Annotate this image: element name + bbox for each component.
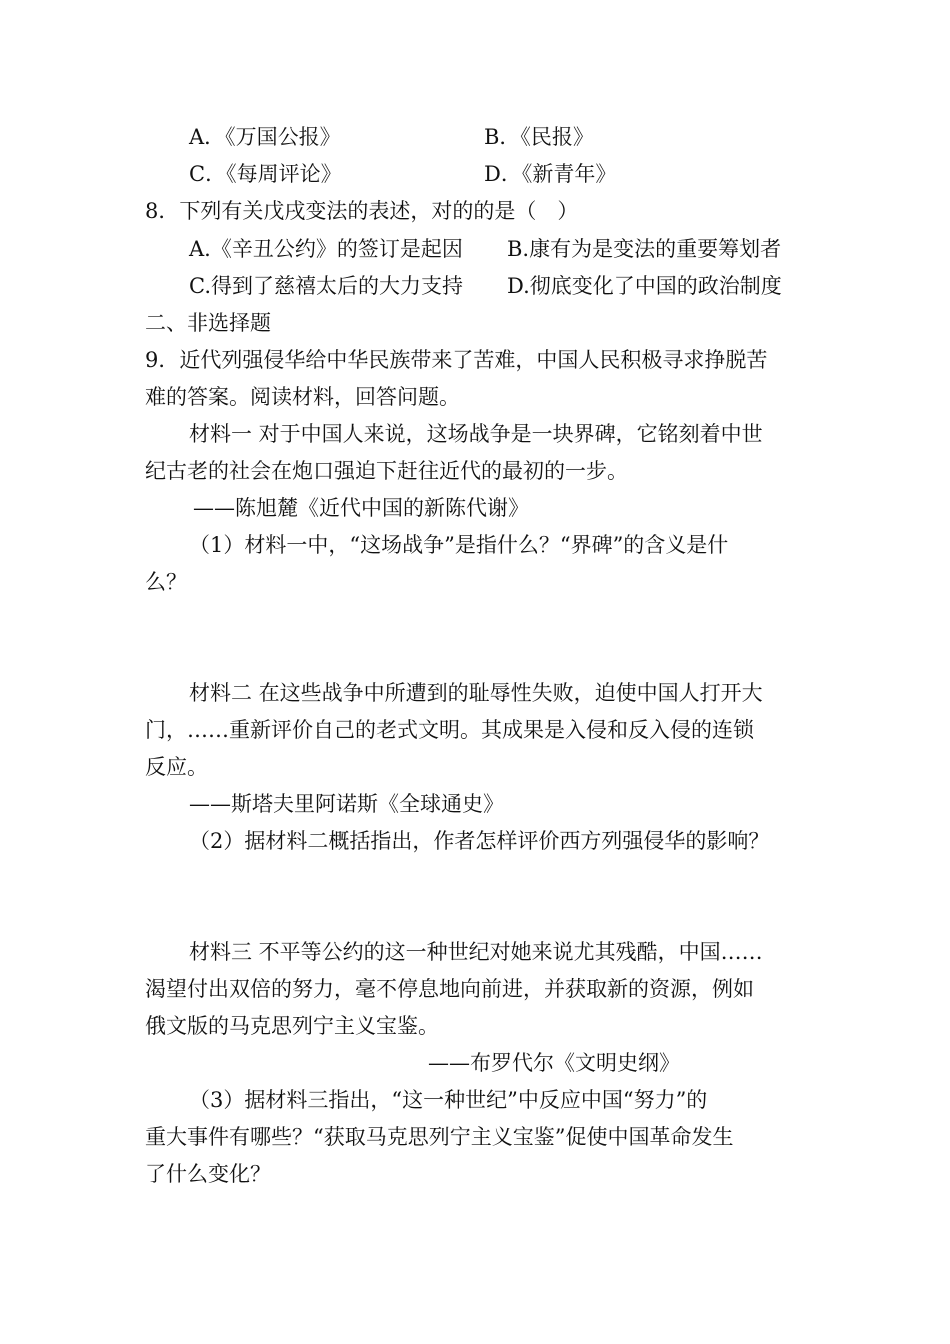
q7-option-d: D．《新青年》 <box>484 162 617 186</box>
material-1-line-1: 材料一 对于中国人来说，这场战争是一块界碑，它铭刻着中世 <box>189 422 763 446</box>
material-3-line-3: 俄文版的马克思列宁主义宝鉴。 <box>145 1014 439 1038</box>
question-1-line-2: 么？ <box>145 570 187 594</box>
material-1-line-2: 纪古老的社会在炮口强迫下赶往近代的最初的一步。 <box>145 459 628 483</box>
q9-stem-line-2: 难的答案。阅读材料，回答问题。 <box>145 385 460 409</box>
material-2-source: ——斯塔夫里阿诺斯《全球通史》 <box>189 792 504 816</box>
material-2-line-2: 门，……重新评价自己的老式文明。其成果是入侵和反入侵的连锁 <box>145 718 754 742</box>
q7-options-row-1 <box>0 122 950 152</box>
material-1-source: ——陈旭麓《近代中国的新陈代谢》 <box>193 496 529 520</box>
q8-option-c: C.得到了慈禧太后的大力支持 <box>189 274 463 298</box>
material-2-line-1: 材料二 在这些战争中所遭到的耻辱性失败，迫使中国人打开大 <box>189 681 763 705</box>
q8-stem: 8．下列有关戊戌变法的表述，对的的是（ ） <box>145 199 579 223</box>
q8-option-b: B.康有为是变法的重要筹划者 <box>507 237 782 261</box>
q8-option-a: A.《辛丑公约》的签订是起因 <box>189 237 463 261</box>
material-2-line-3: 反应。 <box>145 755 208 779</box>
q7-option-c: C．《每周评论》 <box>189 162 342 186</box>
question-3-line-3: 了什么变化？ <box>145 1162 271 1186</box>
question-2: （2）据材料二概括指出，作者怎样评价西方列强侵华的影响？ <box>189 829 770 853</box>
q8-options-row-1 <box>0 234 950 264</box>
question-3-line-2: 重大事件有哪些？“获取马克思列宁主义宝鉴”促使中国革命发生 <box>145 1125 734 1149</box>
material-3-line-1: 材料三 不平等公约的这一种世纪对她来说尤其残酷，中国…… <box>189 940 763 964</box>
section-title: 二、非选择题 <box>145 311 271 335</box>
question-1-line-1: （1）材料一中，“这场战争”是指什么？“界碑”的含义是什 <box>189 533 729 557</box>
q7-option-b: B．《民报》 <box>484 125 594 149</box>
q9-stem-line-1: 9．近代列强侵华给中华民族带来了苦难，中国人民积极寻求挣脱苦 <box>145 348 768 372</box>
question-3-line-1: （3）据材料三指出，“这一种世纪”中反应中国“努力”的 <box>189 1088 708 1112</box>
material-3-line-2: 渴望付出双倍的努力，毫不停息地向前进，并获取新的资源，例如 <box>145 977 754 1001</box>
q8-options-row-2 <box>0 271 950 301</box>
q8-option-d: D.彻底变化了中国的政治制度 <box>507 274 782 298</box>
q7-options-row-2 <box>0 159 950 189</box>
material-3-source: ——布罗代尔《文明史纲》 <box>428 1051 680 1075</box>
q7-option-a: A．《万国公报》 <box>189 125 341 149</box>
